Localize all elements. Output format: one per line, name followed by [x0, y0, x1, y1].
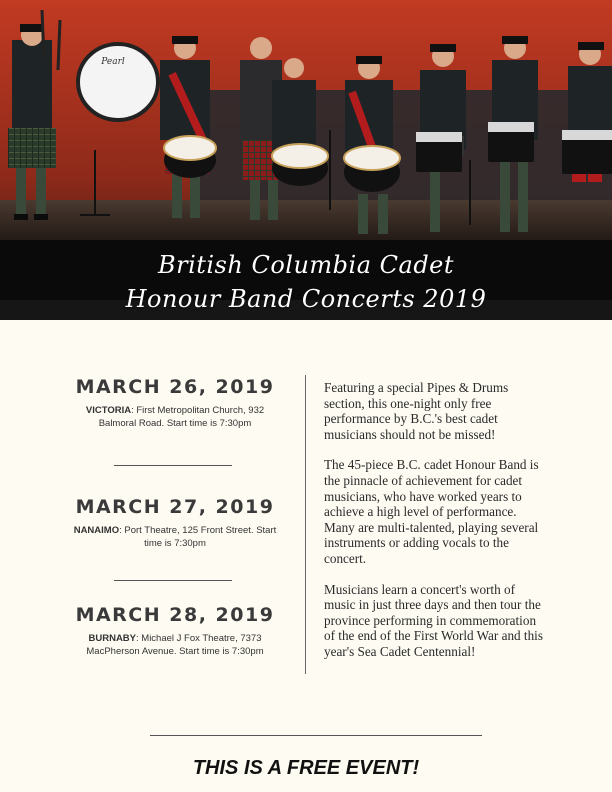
event-city: VICTORIA — [85, 405, 132, 416]
description-paragraph: Featuring a special Pipes & Drums section, this one-night only free performance by B.C.'s best cadet musicians should not be missed! — [324, 380, 509, 442]
event-details: : Port Theatre, 125 Front Street. Start time is 7:30pm — [119, 525, 277, 549]
event-date: MARCH 27, 2019 — [75, 496, 275, 518]
free-event-banner: THIS IS A FREE EVENT! — [192, 757, 420, 779]
title-line-1: British Columbia Cadet — [157, 251, 455, 279]
event-victoria — [66, 376, 284, 430]
event-date: MARCH 28, 2019 — [75, 604, 275, 626]
column-divider — [305, 375, 306, 674]
event-location — [66, 632, 284, 658]
divider — [114, 580, 232, 581]
event-nanaimo — [66, 496, 284, 550]
event-location — [66, 524, 284, 550]
event-burnaby — [66, 604, 284, 658]
event-location — [66, 404, 284, 430]
description-column — [324, 380, 546, 675]
description-paragraph: The 45-piece B.C. cadet Honour Band is the pinnacle of achievement for cadet musicians, who have worked years to achieve a high level of performance. Many are multi-talented, playing several instruments or adding vocals to the concert. — [324, 457, 539, 566]
event-date: MARCH 26, 2019 — [75, 376, 275, 398]
concert-title — [0, 248, 612, 316]
divider — [114, 465, 232, 466]
description-paragraph: Musicians learn a concert's worth of music in just three days and then tour the province performing in commemoration of the end of the First World War and this year's Sea Cadet Centennial! — [324, 581, 543, 659]
event-details: : First Metropolitan Church, 932 Balmoral Road. Start time is 7:30pm — [98, 405, 265, 429]
event-city: NANAIMO — [73, 525, 120, 536]
event-city: BURNABY — [88, 633, 136, 644]
drum-brand-label: Pearl — [101, 57, 125, 67]
footer-divider — [150, 735, 482, 736]
title-line-2: Honour Band Concerts 2019 — [125, 285, 487, 313]
event-details: : Michael J Fox Theatre, 7373 MacPherson Avenue. Start time is 7:30pm — [86, 633, 264, 657]
hero-photo — [0, 0, 612, 320]
